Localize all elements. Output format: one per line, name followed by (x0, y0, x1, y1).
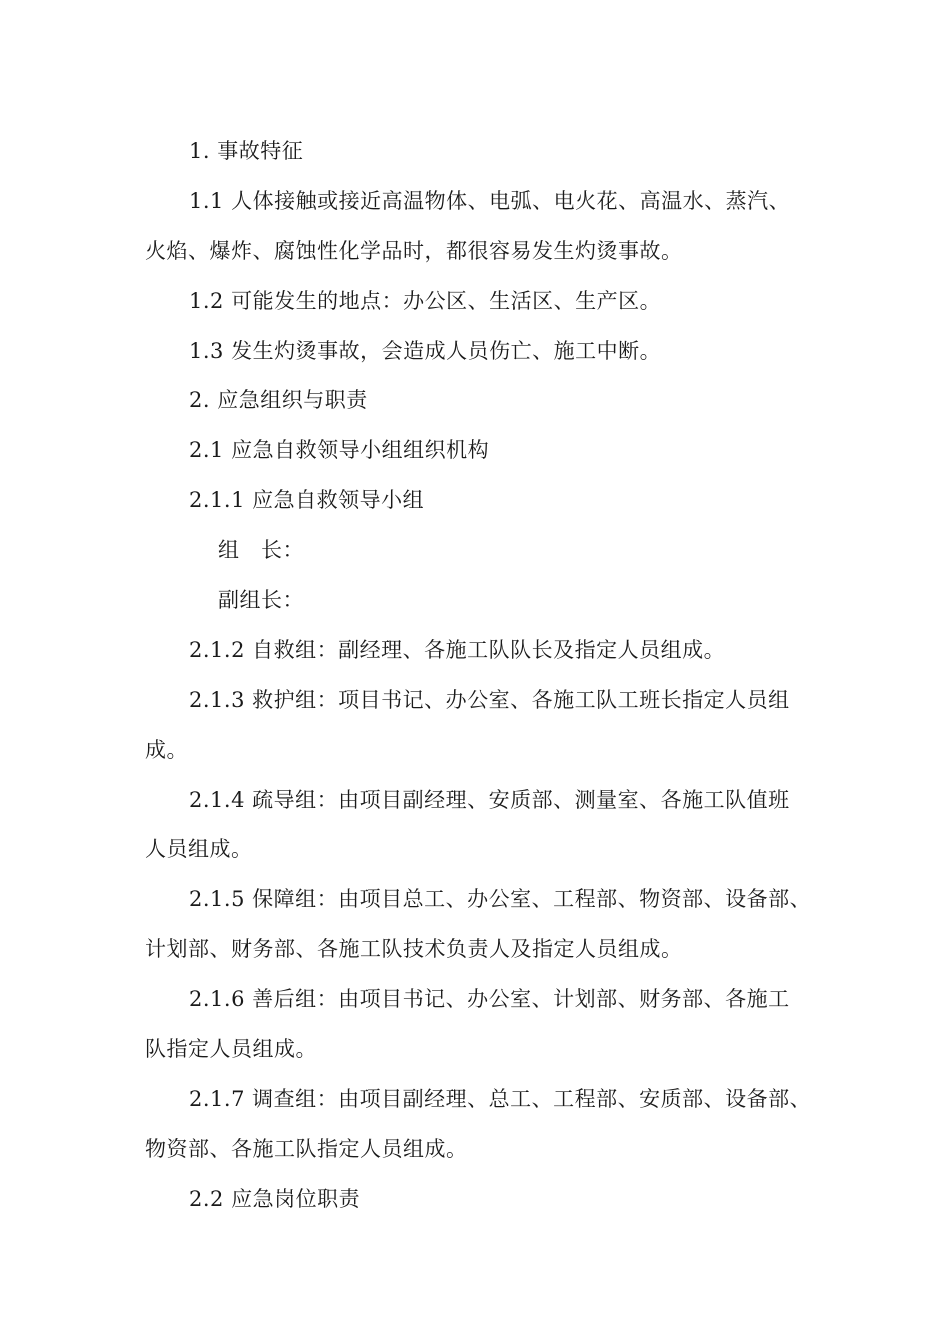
heading-accident-features: 1. 事故特征 (189, 139, 304, 163)
paragraph-2-1-2: 2.1.2 自救组：副经理、各施工队队长及指定人员组成。 (189, 638, 726, 662)
paragraph-2-1-7-line-2: 物资部、各施工队指定人员组成。 (145, 1137, 468, 1161)
paragraph-2-1-7-line-1: 2.1.7 调查组：由项目副经理、总工、工程部、安质部、设备部、 (189, 1087, 812, 1111)
paragraph-2-1-3-line-1: 2.1.3 救护组：项目书记、办公室、各施工队工班长指定人员组 (189, 688, 790, 712)
heading-emergency-organization: 2. 应急组织与职责 (189, 388, 368, 412)
paragraph-1-1-line-1: 1.1 人体接触或接近高温物体、电弧、电火花、高温水、蒸汽、 (189, 189, 791, 213)
paragraph-2-1-4-line-1: 2.1.4 疏导组：由项目副经理、安质部、测量室、各施工队值班 (189, 788, 790, 812)
paragraph-1-2: 1.2 可能发生的地点：办公区、生活区、生产区。 (189, 289, 662, 313)
paragraph-2-1-6-line-1: 2.1.6 善后组：由项目书记、办公室、计划部、财务部、各施工 (189, 987, 790, 1011)
paragraph-2-1-3-line-2: 成。 (145, 738, 188, 762)
heading-2-1-1: 2.1.1 应急自救领导小组 (189, 488, 425, 512)
paragraph-2-1-5-line-2: 计划部、财务部、各施工队技术负责人及指定人员组成。 (145, 937, 683, 961)
group-leader-label: 组 长： (218, 538, 304, 562)
deputy-leader-label: 副组长： (218, 588, 304, 612)
heading-2-1: 2.1 应急自救领导小组组织机构 (189, 438, 490, 462)
paragraph-2-1-6-line-2: 队指定人员组成。 (145, 1037, 317, 1061)
paragraph-1-1-line-2: 火焰、爆炸、腐蚀性化学品时，都很容易发生灼烫事故。 (145, 239, 683, 263)
paragraph-2-1-5-line-1: 2.1.5 保障组：由项目总工、办公室、工程部、物资部、设备部、 (189, 887, 812, 911)
paragraph-2-1-4-line-2: 人员组成。 (145, 837, 253, 861)
paragraph-1-3: 1.3 发生灼烫事故，会造成人员伤亡、施工中断。 (189, 339, 662, 363)
heading-2-2: 2.2 应急岗位职责 (189, 1187, 361, 1211)
